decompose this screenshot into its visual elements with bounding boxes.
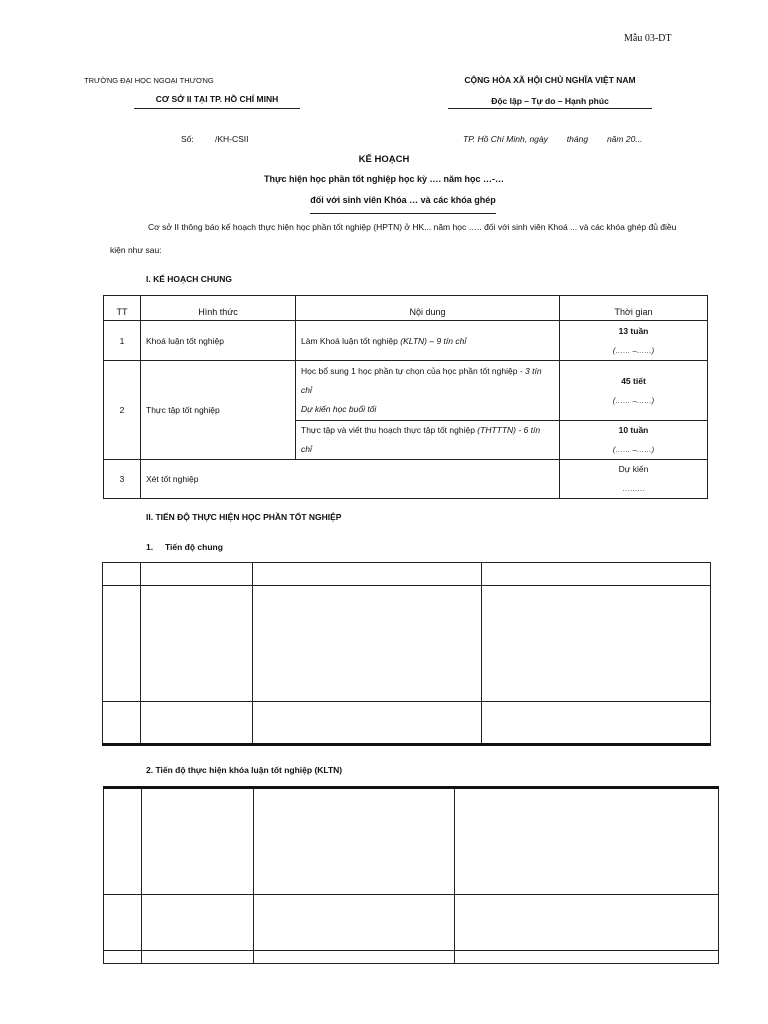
- row-3-time: [560, 460, 708, 499]
- row-2b-content-credits: (THTTTN) - 6 tín: [477, 425, 541, 435]
- row-2b-content: [296, 421, 560, 460]
- motto-underline: [448, 108, 652, 109]
- table-row: [103, 586, 711, 702]
- doc-title: KẾ HOẠCH: [358, 154, 410, 165]
- row-1-range: (…… –……): [612, 345, 655, 355]
- row-1-duration: 13 tuần: [618, 325, 649, 336]
- row-2a-content-credits: - 3 tín: [519, 366, 542, 376]
- col-content: Nội dung: [296, 296, 560, 321]
- table-row: [104, 895, 719, 951]
- row-2a-content-line-1: [301, 362, 555, 381]
- row-2b-content-line-1: [301, 421, 555, 440]
- section-2-heading: II. TIẾN ĐỘ THỰC HIỆN HỌC PHẦN TỐT NGHIỆP: [146, 512, 342, 522]
- row-3-time-value: ………: [622, 484, 645, 493]
- row-2-form: Thực tập tốt nghiệp: [141, 361, 296, 460]
- row-2a-content-line-3: Dự kiến học buổi tối: [301, 404, 377, 414]
- table-row: [104, 361, 708, 421]
- plan-table-header: [104, 296, 708, 321]
- row-1-content-credits: (KLTN) – 9 tín chỉ: [400, 335, 467, 346]
- row-2-tt: 2: [104, 361, 141, 460]
- doc-subtitle: Thực hiện học phần tốt nghiệp học kỳ …. năm học …-…: [263, 174, 505, 184]
- table-row: [104, 321, 708, 361]
- row-1-content: [296, 321, 560, 361]
- section-1-heading: I. KẾ HOẠCH CHUNG: [146, 274, 232, 284]
- doc-place-date: TP. Hồ Chí Minh, ngày tháng năm 20...: [463, 134, 643, 144]
- row-2b-content-line-2: chỉ: [301, 444, 312, 454]
- branch-name: CƠ SỞ II TẠI TP. HỒ CHÍ MINH: [155, 94, 279, 104]
- row-2a-time: [560, 361, 708, 421]
- row-1-form: Khoá luận tốt nghiệp: [141, 321, 296, 361]
- national-motto: Độc lập – Tự do – Hạnh phúc: [491, 96, 609, 106]
- row-1-tt: 1: [104, 321, 141, 361]
- row-2b-content-text: Thực tập và viết thu hoạch thực tập tốt nghiệp: [301, 425, 478, 435]
- doc-subtitle-2: đối với sinh viên Khóa … và các khóa ghép: [310, 195, 496, 205]
- row-3-time-label: Dự kiến: [618, 464, 649, 474]
- row-2a-content: [296, 361, 560, 421]
- table-row: [103, 702, 711, 745]
- branch-underline: [134, 108, 300, 109]
- doc-number-suffix: /KH-CSII: [215, 134, 249, 144]
- doc-number-label: Số:: [181, 134, 194, 144]
- row-1-time: [560, 321, 708, 361]
- row-2b-duration: 10 tuần: [618, 425, 649, 435]
- kltn-progress-table: [103, 786, 719, 964]
- table-row: [104, 951, 719, 964]
- country-name: CỘNG HÒA XÃ HỘI CHỦ NGHĨA VIỆT NAM: [464, 75, 636, 85]
- general-progress-table: [102, 562, 711, 746]
- col-time: Thời gian: [560, 296, 708, 321]
- row-3-form: Xét tốt nghiệp: [141, 460, 560, 499]
- form-code: Mẫu 03-DT: [624, 33, 672, 44]
- table-row: [104, 460, 708, 499]
- row-2a-content-line-2: chỉ: [301, 385, 312, 395]
- row-2a-range: (…… –……): [612, 395, 655, 405]
- row-2a-duration: 45 tiết: [621, 375, 646, 386]
- col-tt: TT: [104, 296, 141, 321]
- row-1-content-text: Làm Khoá luận tốt nghiệp: [301, 335, 401, 346]
- intro-line-1: Cơ sở II thông báo kế hoạch thực hiện học phần tốt nghiệp (HPTN) ở HK... năm học ….. đối với sinh viên Khoá ... và các khóa ghép đủ điều: [148, 222, 677, 232]
- row-3-tt: 3: [104, 460, 141, 499]
- plan-table: [103, 295, 708, 499]
- subsection-1-number: 1.: [146, 542, 154, 552]
- table-row: [104, 788, 719, 895]
- row-2b-time: [560, 421, 708, 460]
- university-name: TRƯỜNG ĐẠI HỌC NGOẠI THƯƠNG: [84, 76, 214, 85]
- row-2a-content-text: Học bổ sung 1 học phần tự chọn của học phần tốt nghiệp: [301, 366, 520, 376]
- intro-line-2: kiện như sau:: [110, 245, 162, 255]
- title-underline: [310, 213, 496, 214]
- table-row: [103, 563, 711, 586]
- subsection-1-title: Tiến độ chung: [165, 542, 223, 552]
- col-form: Hình thức: [141, 296, 296, 321]
- subsection-2-title: 2. Tiến độ thực hiện khóa luận tốt nghiệp (KLTN): [146, 765, 343, 775]
- row-2b-range: (…… –……): [612, 445, 655, 454]
